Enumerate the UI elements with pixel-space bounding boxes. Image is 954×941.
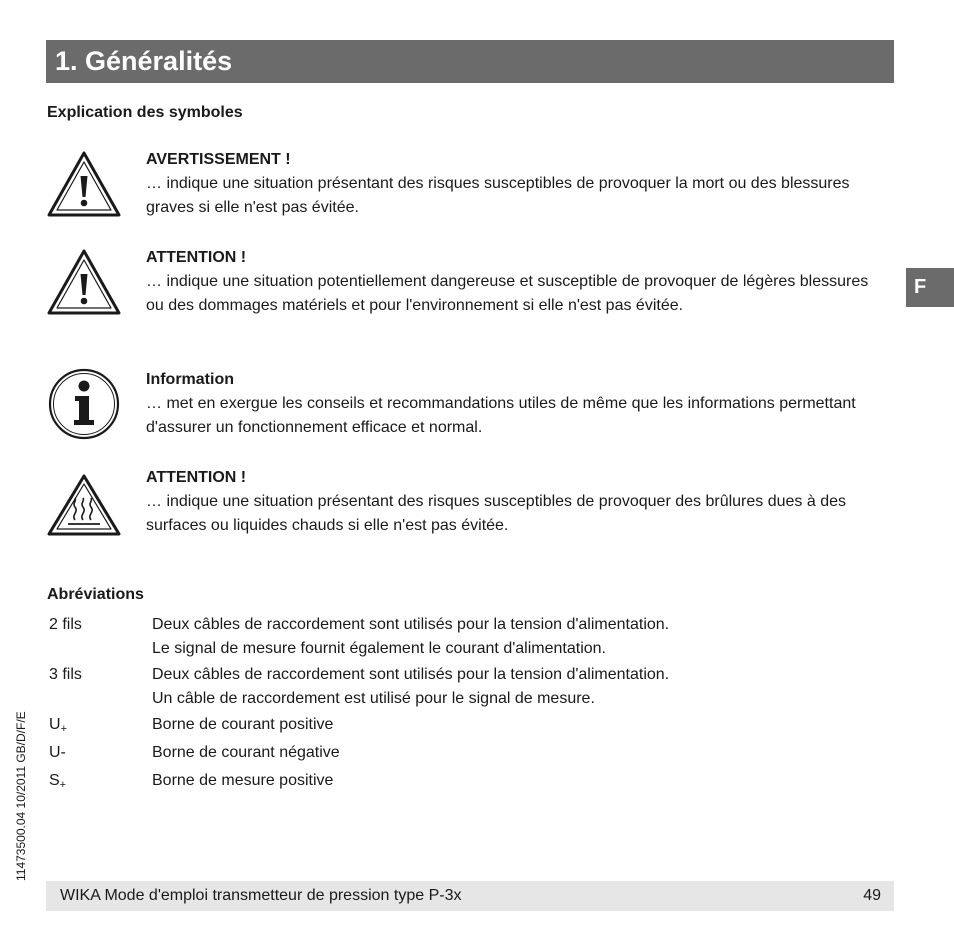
- section-header: [46, 40, 894, 83]
- page-title: 1. Généralités: [55, 46, 233, 76]
- definition-line: Deux câbles de raccordement sont utilisés pour la tension d'alimentation.: [152, 666, 670, 683]
- abbreviation-term: [49, 713, 67, 737]
- symbol-description: … indique une situation potentiellement dangereuse et susceptible de provoquer de légères blessures ou des dommages matériels et pour l'environnement si elle n'est pas évitée.: [146, 273, 869, 314]
- abbreviation-row: [49, 741, 809, 765]
- symbol-title: ATTENTION !: [146, 249, 247, 266]
- abbreviation-definition: [152, 613, 812, 660]
- symbol-caution: [46, 248, 876, 343]
- symbol-description: … indique une situation présentant des risques susceptibles de provoquer des brûlures dues à des surfaces ou liquides chauds si elle n'est pas évitée.: [146, 493, 846, 534]
- symbol-title: AVERTISSEMENT !: [146, 151, 291, 168]
- abbreviation-term: 2 fils: [49, 616, 82, 633]
- symbol-description: … met en exergue les conseils et recommandations utiles de même que les informations permettant d'assurer un fonctionnement efficace et normal.: [146, 395, 856, 436]
- abbreviation-row: [49, 613, 809, 661]
- definition-line: Le signal de mesure fournit également le courant d'alimentation.: [152, 639, 606, 657]
- abbreviation-term: 3 fils: [49, 666, 82, 683]
- hot-surface-icon: [46, 473, 122, 542]
- abbreviation-row: [49, 769, 809, 793]
- information-icon: [47, 367, 121, 446]
- term-main: S: [49, 772, 60, 789]
- abbreviation-definition: [152, 663, 812, 710]
- symbol-hot-surface: [46, 468, 876, 540]
- symbol-title: Information: [146, 371, 234, 388]
- footer-title: WIKA Mode d'emploi transmetteur de pression type P-3x: [60, 887, 462, 904]
- abbreviation-definition: Borne de courant positive: [152, 716, 334, 733]
- symbol-title: ATTENTION !: [146, 469, 247, 486]
- abbreviation-definition: Borne de mesure positive: [152, 772, 334, 789]
- definition-line: Deux câbles de raccordement sont utilisés pour la tension d'alimentation.: [152, 616, 670, 633]
- term-main: U: [49, 716, 61, 733]
- abbreviation-term: U-: [49, 744, 66, 761]
- symbol-information: [46, 370, 876, 442]
- definition-line: Un câble de raccordement est utilisé pour le signal de mesure.: [152, 689, 595, 707]
- abbreviation-definition: Borne de courant négative: [152, 744, 340, 761]
- language-tab: [906, 268, 954, 307]
- caution-triangle-icon: [46, 248, 122, 321]
- term-subscript: +: [59, 779, 67, 791]
- abbreviation-row: [49, 713, 809, 737]
- document-code: 11473500.04 10/2011 GB/D/F/E: [14, 711, 28, 881]
- warning-triangle-icon: [46, 150, 122, 223]
- page-number: 49: [863, 887, 881, 904]
- symbols-heading: Explication des symboles: [47, 104, 243, 121]
- abbreviation-row: [49, 663, 809, 711]
- language-tab-label: F: [914, 276, 927, 298]
- abbreviation-term: [49, 769, 66, 793]
- abbreviations-heading: Abréviations: [47, 586, 144, 603]
- page-footer: [46, 881, 894, 911]
- symbol-description: … indique une situation présentant des risques susceptibles de provoquer la mort ou des blessures graves si elle n'est pas évitée.: [146, 175, 850, 216]
- term-subscript: +: [60, 723, 67, 735]
- symbol-warning: [46, 150, 876, 220]
